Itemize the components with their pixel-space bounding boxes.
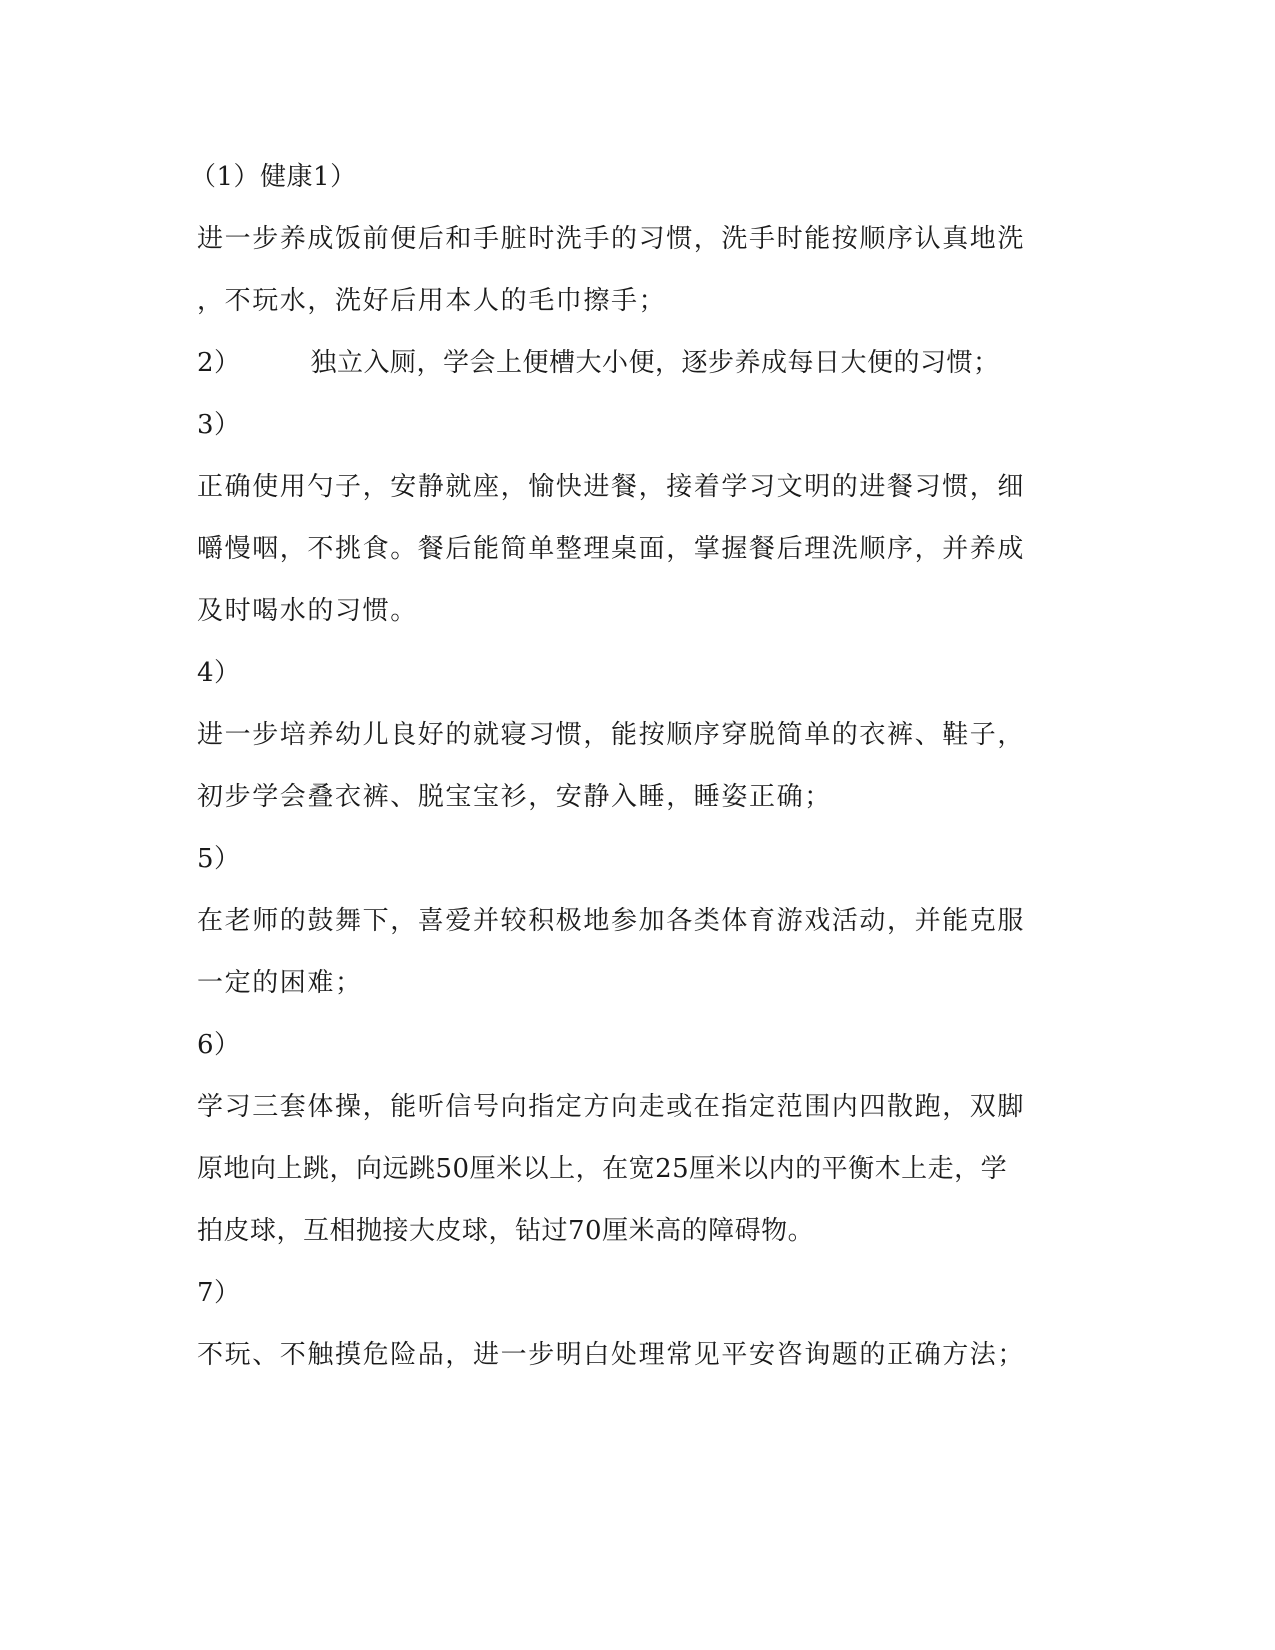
paragraph-line: 不玩、不触摸危险品，进一步明白处理常见平安咨询题的正确方法； (197, 1340, 1026, 1370)
item-number: 7） (197, 1278, 241, 1308)
list-item (197, 346, 1000, 380)
paragraph-line: 学习三套体操，能听信号向指定方向走或在指定范围内四散跑，双脚 (197, 1092, 1026, 1122)
item-number: 5） (197, 844, 241, 874)
item-number: 2） (197, 348, 241, 378)
paragraph-line: 初步学会叠衣裤、脱宝宝衫，安静入睡，睡姿正确； (197, 782, 832, 812)
paragraph-line: 进一步培养幼儿良好的就寝习惯，能按顺序穿脱简单的衣裤、鞋子， (197, 720, 1026, 750)
paragraph-line: 进一步养成饭前便后和手脏时洗手的习惯，洗手时能按顺序认真地洗 (197, 224, 1026, 254)
paragraph-line: 嚼慢咽，不挑食。餐后能简单整理桌面，掌握餐后理洗顺序，并养成 (197, 534, 1026, 564)
paragraph-line: 原地向上跳，向远跳50厘米以上，在宽25厘米以内的平衡木上走，学 (197, 1154, 1008, 1184)
item-number: 6） (197, 1030, 241, 1060)
paragraph-line: 及时喝水的习惯。 (197, 596, 418, 626)
paragraph-line: 正确使用勺子，安静就座，愉快进餐，接着学习文明的进餐习惯，细 (197, 472, 1026, 502)
paragraph-line: ，不玩水，洗好后用本人的毛巾擦手； (197, 286, 667, 316)
paragraph-text: 独立入厕，学会上便槽大小便，逐步养成每日大便的习惯； (310, 348, 1000, 378)
section-heading: （1）健康1） (190, 162, 357, 192)
paragraph-line: 一定的困难； (197, 968, 363, 998)
paragraph-line: 拍皮球，互相抛接大皮球，钻过70厘米高的障碍物。 (197, 1216, 815, 1246)
item-number: 4） (197, 658, 241, 688)
paragraph-line: 在老师的鼓舞下，喜爱并较积极地参加各类体育游戏活动，并能克服 (197, 906, 1026, 936)
item-number: 3） (197, 410, 241, 440)
